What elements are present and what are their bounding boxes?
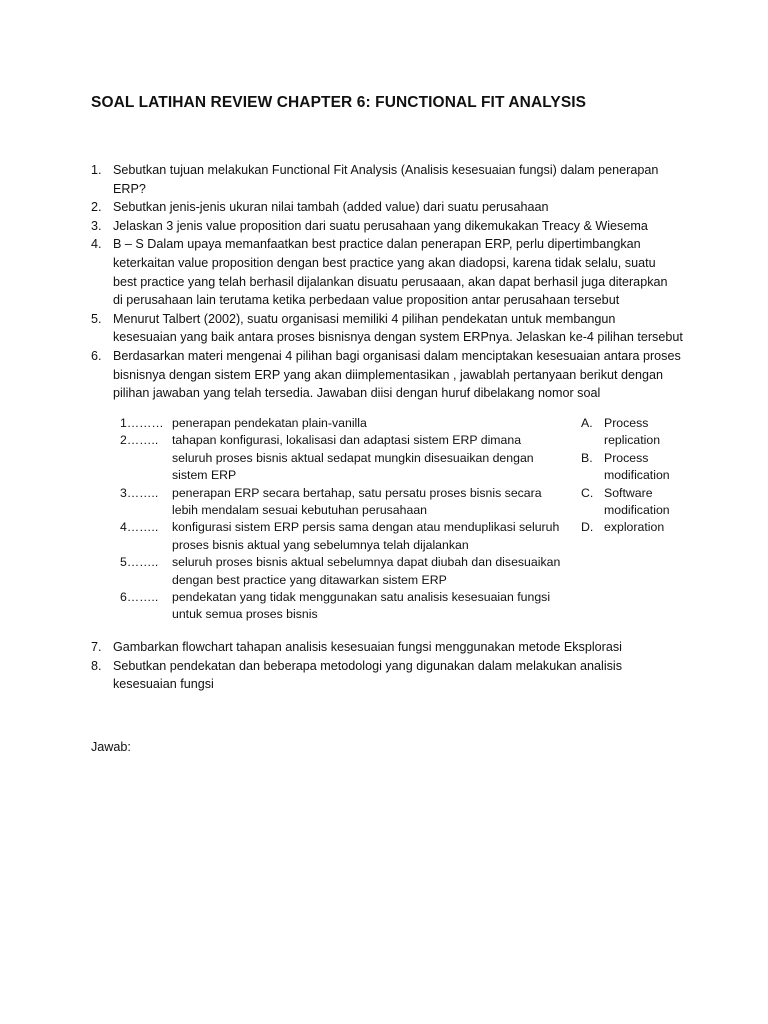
matching-number: 4……..: [120, 520, 159, 535]
question-number: 2.: [91, 200, 102, 215]
question-text: Gambarkan flowchart tahapan analisis kesesuaian fungsi menggunakan metode Eksplorasi: [113, 640, 622, 654]
option-letter: C.: [581, 485, 594, 500]
matching-number: 5……..: [120, 555, 159, 570]
question-item: [91, 161, 691, 198]
question-number: 3.: [91, 218, 102, 233]
question-number: 4.: [91, 237, 102, 252]
option-letter: D.: [581, 520, 594, 535]
matching-text: tahapan konfigurasi, lokalisasi dan adaptasi sistem ERP dimana seluruh proses bisnis aktual sedapat mungkin disesuaikan dengan sistem ERP: [172, 433, 534, 483]
question-number: 6.: [91, 348, 102, 363]
option-text: Software modification: [604, 485, 670, 518]
option-letter: A.: [581, 416, 593, 430]
option-text: Process replication: [604, 416, 661, 448]
question-list: [91, 161, 691, 403]
option-letter: B.: [581, 450, 593, 465]
question-text: Sebutkan jenis-jenis ukuran nilai tambah (added value) dari suatu perusahaan: [113, 200, 549, 215]
matching-item: [120, 589, 690, 624]
question-text: B – S Dalam upaya memanfaatkan best practice dalan penerapan ERP, perlu dipertimbangkan keterkaitan value proposition dengan best practice yang akan diadopsi, karena tidak selalu, suatu best practice yang telah berhasil dijalankan disuatu perusaaan, akan dapat berhasil juga diterapkan di perusahaan lain terutama ketika perbedaan value proposition antar perusahaan tersebut: [113, 237, 668, 308]
matching-text: penerapan pendekatan plain-vanilla: [172, 416, 367, 430]
question-item: [91, 235, 691, 309]
option-text: Process modification: [604, 450, 670, 483]
question-item: [91, 198, 691, 217]
answer-option: [581, 485, 691, 520]
answer-label: Jawab:: [91, 740, 131, 754]
question-text: Sebutkan pendekatan dan beberapa metodologi yang digunakan dalam melakukan analisis kesesuaian fungsi: [113, 658, 623, 692]
question-item: [91, 638, 691, 657]
answer-option: [581, 519, 691, 536]
question-item: [91, 347, 691, 403]
question-text: Jelaskan 3 jenis value proposition dari suatu perusahaan yang dikemukakan Treacy & Wiesema: [113, 218, 648, 233]
question-number: 7.: [91, 640, 102, 654]
question-item: [91, 657, 691, 694]
matching-text: konfigurasi sistem ERP persis sama dengan atau menduplikasi seluruh proses bisnis aktual yang sebelumnya telah dijalankan: [172, 520, 560, 552]
question-text: Menurut Talbert (2002), suatu organisasi memiliki 4 pilihan pendekatan untuk membangun kesesuaian yang baik antara proses bisnisnya dengan system ERPnya. Jelaskan ke-4 pilihan tersebut: [113, 311, 683, 345]
matching-number: 1………: [120, 416, 164, 430]
question-item: [91, 310, 691, 347]
question-number: 8.: [91, 658, 102, 673]
question-number: 5.: [91, 311, 102, 326]
option-text: exploration: [604, 520, 665, 535]
question-list-continued: [91, 638, 691, 694]
matching-text: pendekatan yang tidak menggunakan satu analisis kesesuaian fungsi untuk semua proses bisnis: [172, 590, 551, 622]
matching-text: seluruh proses bisnis aktual sebelumnya dapat diubah dan disesuaikan dengan best practice yang ditawarkan sistem ERP: [172, 555, 561, 587]
matching-text: penerapan ERP secara bertahap, satu persatu proses bisnis secara lebih mendalam sesuai kebutuhan perusahaan: [172, 485, 542, 518]
page-title: SOAL LATIHAN REVIEW CHAPTER 6: FUNCTIONAL FIT ANALYSIS: [91, 94, 587, 111]
question-number: 1.: [91, 163, 102, 177]
question-item: [91, 217, 691, 236]
answer-options: [581, 415, 691, 537]
question-text: Sebutkan tujuan melakukan Functional Fit Analysis (Analisis kesesuaian fungsi) dalam penerapan ERP?: [113, 163, 659, 196]
matching-item: [120, 554, 690, 589]
answer-option: [581, 415, 691, 450]
question-text: Berdasarkan materi mengenai 4 pilihan bagi organisasi dalam menciptakan kesesuaian antara proses bisnisnya dengan sistem ERP yang akan diimplementasikan , jawablah pertanyaan berikut dengan pilihan jawaban yang telah tersedia. Jawaban diisi dengan huruf dibelakang nomor soal: [113, 348, 681, 401]
answer-option: [581, 450, 691, 485]
matching-number: 3……..: [120, 485, 159, 500]
matching-number: 6……..: [120, 590, 159, 605]
matching-number: 2……..: [120, 433, 159, 448]
